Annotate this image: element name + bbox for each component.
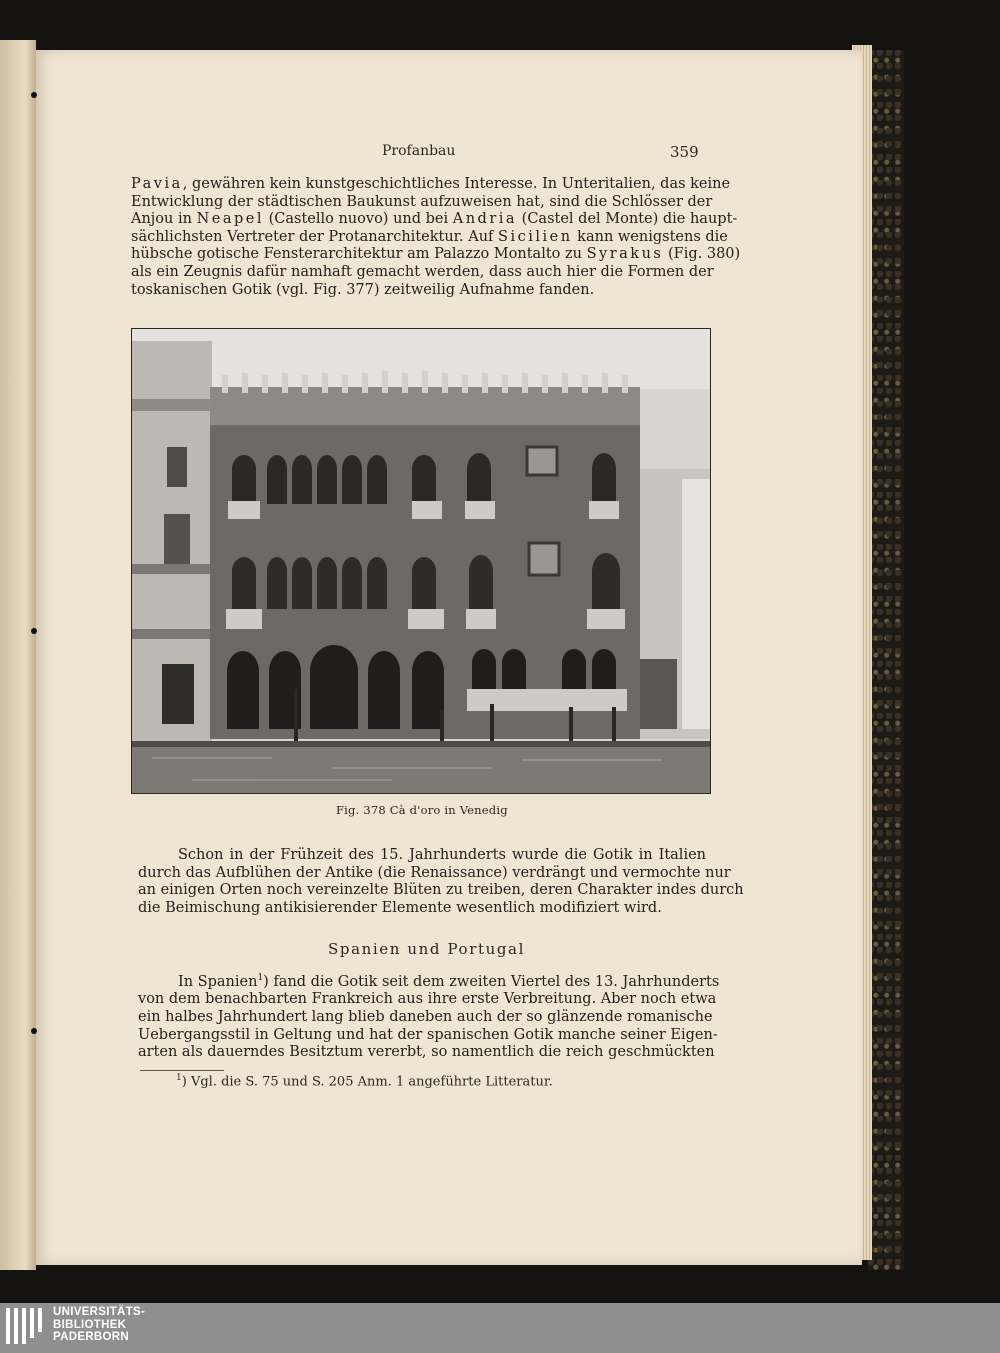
- text-line: In Spanien$^1$) fand die Gotik seit dem zweiten Viertel des 13. Jahrhunderts: [178, 973, 720, 990]
- paragraph-2: [138, 847, 744, 917]
- text-line: Pavia, gewähren kein kunstgeschichtliches Interesse. In Unteritalien, das keine: [131, 176, 731, 192]
- figure-caption: Fig. 378 Cà d'oro in Venedig: [336, 803, 508, 817]
- footnote-reference: 1: [257, 973, 264, 983]
- text-line: Schon in der Frühzeit des 15. Jahrhunderts wurde die Gotik in Italien: [178, 847, 706, 863]
- book-page: [36, 50, 862, 1265]
- footnote-divider: [140, 1070, 224, 1071]
- text-line: von dem benachbarten Frankreich aus ihre erste Verbreitung. Aber noch etwa: [138, 991, 717, 1008]
- facing-page-edge: [0, 40, 36, 1270]
- palazzo-illustration: [132, 329, 710, 793]
- text-line: ein halbes Jahrhundert lang blieb daneben auch der so glänzende romanische: [138, 1009, 713, 1026]
- text-line: toskanischen Gotik (vgl. Fig. 377) zeitweilig Aufnahme fanden.: [131, 281, 595, 298]
- page-number: 359: [670, 143, 699, 161]
- text-line: Uebergangsstil in Geltung und hat der spanischen Gotik manche seiner Eigen-: [138, 1026, 718, 1043]
- binding-hole: [31, 628, 37, 634]
- text-line: hübsche gotische Fensterarchitektur am Palazzo Montalto zu Syrakus (Fig. 380): [131, 246, 741, 263]
- paragraph-1: [131, 176, 741, 299]
- text-line: Entwicklung der städtischen Baukunst aufzuweisen hat, sind die Schlösser der: [131, 193, 713, 210]
- footnote: $^1$) Vgl. die S. 75 und S. 205 Anm. 1 angeführte Litteratur.: [176, 1073, 553, 1090]
- text-line: sächlichsten Vertreter der Protanarchitektur. Auf Sicilien kann wenigstens die: [131, 228, 728, 245]
- section-heading: Spanien und Portugal: [328, 940, 525, 958]
- text-line: arten als dauerndes Besitztum vererbt, so namentlich die reich geschmückten: [138, 1044, 715, 1061]
- text-line: an einigen Orten noch vereinzelte Blüten zu treiben, deren Charakter indes durch: [138, 882, 744, 899]
- book-cover-edge: [868, 50, 904, 1270]
- running-title: Profanbau: [382, 143, 456, 159]
- library-name: UNIVERSITÄTS- BIBLIOTHEK PADERBORN: [53, 1306, 146, 1343]
- figure-ca-doro-photo: [131, 328, 711, 794]
- text-line: Anjou in Neapel (Castello nuovo) und bei Andria (Castel del Monte) die haupt-: [131, 211, 738, 228]
- text-line: als ein Zeugnis dafür namhaft gemacht werden, dass auch hier die Formen der: [131, 263, 714, 280]
- library-logo-icon: [6, 1308, 46, 1348]
- binding-hole: [31, 1028, 37, 1034]
- library-footer-bar: [0, 1303, 1000, 1353]
- paragraph-3: [138, 970, 720, 1062]
- binding-hole: [31, 92, 37, 98]
- text-line: durch das Aufblühen der Antike (die Renaissance) verdrängt und vermochte nur: [138, 864, 731, 881]
- text-line: die Beimischung antikisierender Elemente wesentlich modifiziert wird.: [138, 899, 662, 916]
